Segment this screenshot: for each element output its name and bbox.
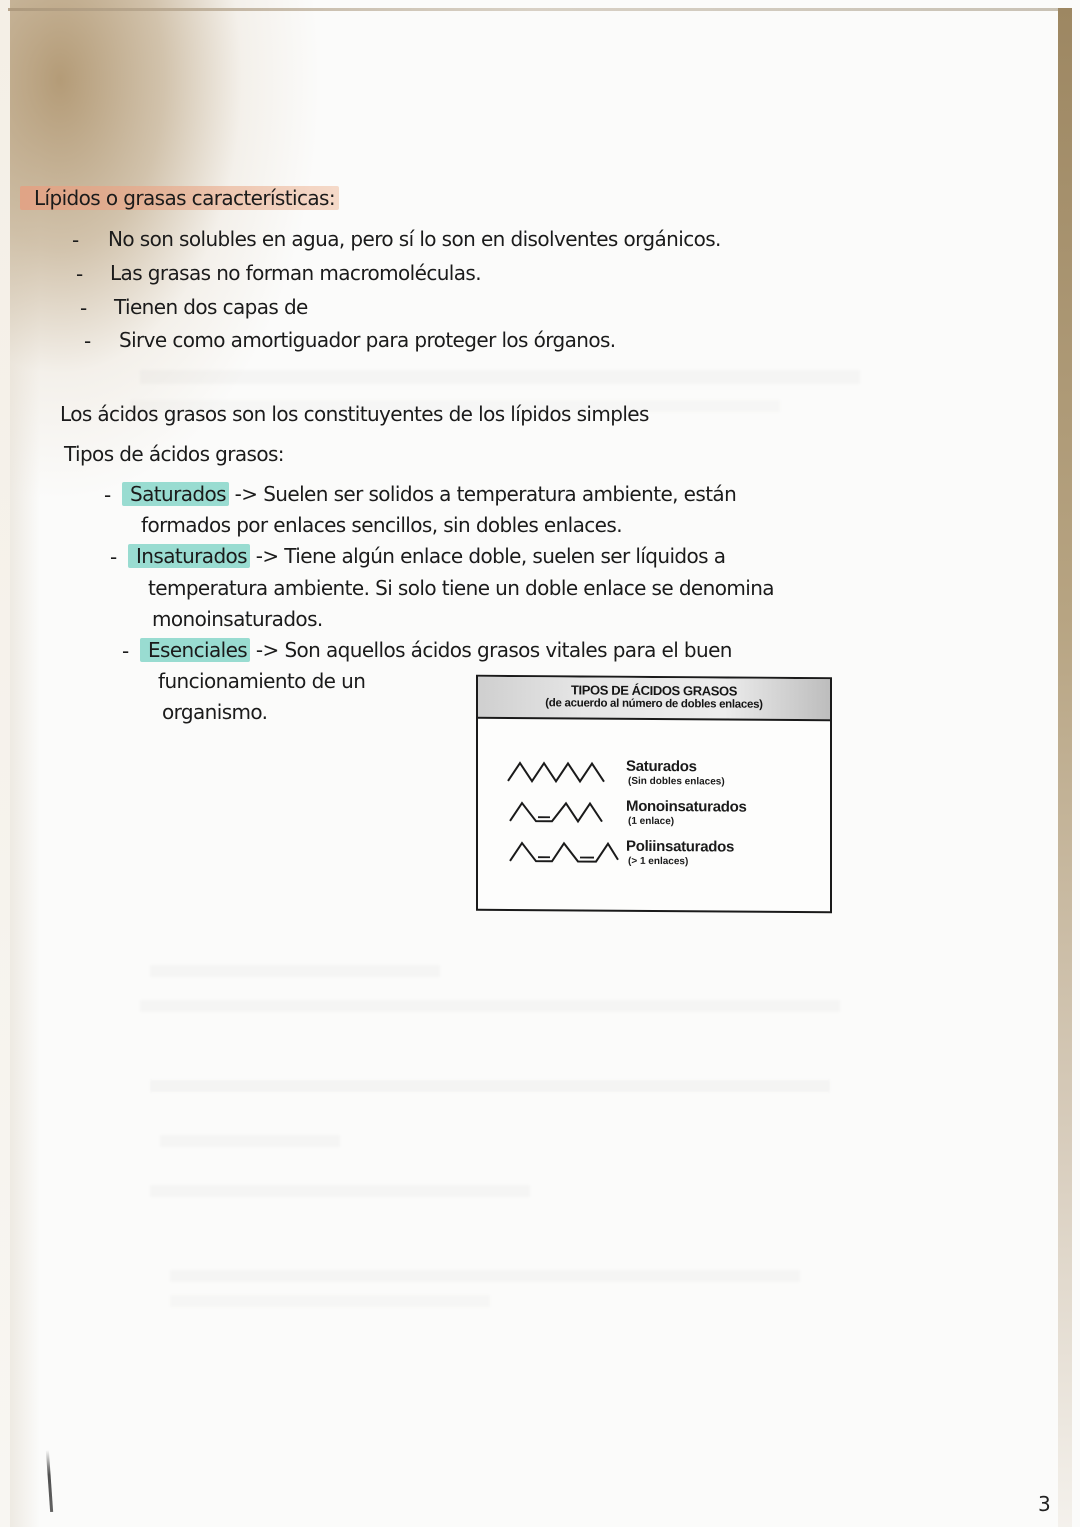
fatty-acid-types-figure [476,675,832,913]
page-top-edge [8,8,1058,11]
figure-row-note: (> 1 enlaces) [628,855,689,868]
bullet-dash: - [110,545,118,569]
list-item: Tienen dos capas de [114,295,308,319]
bullet-dash: - [84,329,92,353]
types-heading: Tipos de ácidos grasos: [64,442,284,466]
figure-row-saturados [478,757,830,799]
figure-row-name: Saturados [626,757,697,776]
page-right-edge-shadow [1058,8,1072,1527]
figure-subtitle: (de acuerdo al número de dobles enlaces) [545,697,763,711]
bullet-dash: - [72,228,80,252]
type-saturados: Saturados -> Suelen ser solidos a temperatura ambiente, están [122,482,736,506]
term-highlight: Insaturados [128,544,250,568]
type-description: temperatura ambiente. Si solo tiene un doble enlace se denomina [148,576,774,600]
page-left-edge [0,0,10,1527]
figure-row-monoinsaturados [478,797,830,839]
type-esenciales: Esenciales -> Son aquellos ácidos grasos vitales para el buen [140,638,732,662]
intro-line: Los ácidos grasos son los constituyentes de los lípidos simples [60,402,649,426]
type-description: formados por enlaces sencillos, sin dobles enlaces. [141,513,622,537]
type-insaturados: Insaturados -> Tiene algún enlace doble, suelen ser líquidos a [128,544,725,568]
zigzag-chain-no-double-bonds-icon [506,759,616,790]
figure-row-poliinsaturados [478,837,830,879]
heading-highlight: Lípidos o grasas características: [20,186,339,210]
figure-row-note: (Sin dobles enlaces) [628,775,725,788]
figure-header [478,677,830,721]
figure-row-name: Monoinsaturados [626,797,747,816]
bullet-dash: - [104,483,112,507]
list-item: No son solubles en agua, pero sí lo son en disolventes orgánicos. [108,227,721,251]
bullet-dash: - [122,639,130,663]
figure-title: TIPOS DE ÁCIDOS GRASOS [570,682,737,699]
zigzag-chain-two-double-bonds-icon [506,839,626,870]
bullet-dash: - [80,296,88,320]
figure-row-note: (1 enlace) [628,815,675,828]
section-heading [20,186,339,210]
type-description: organismo. [162,700,268,724]
figure-row-name: Poliinsaturados [626,837,735,856]
list-item: Las grasas no forman macromoléculas. [110,261,481,285]
page-number: 3 [1038,1492,1051,1516]
term-highlight: Esenciales [140,638,250,662]
list-item: Sirve como amortiguador para proteger los órganos. [119,328,616,352]
type-description: monoinsaturados. [152,607,323,631]
type-description: funcionamiento de un [158,669,366,693]
term-highlight: Saturados [122,482,229,506]
bullet-dash: - [76,262,84,286]
zigzag-chain-one-double-bond-icon [506,799,616,830]
